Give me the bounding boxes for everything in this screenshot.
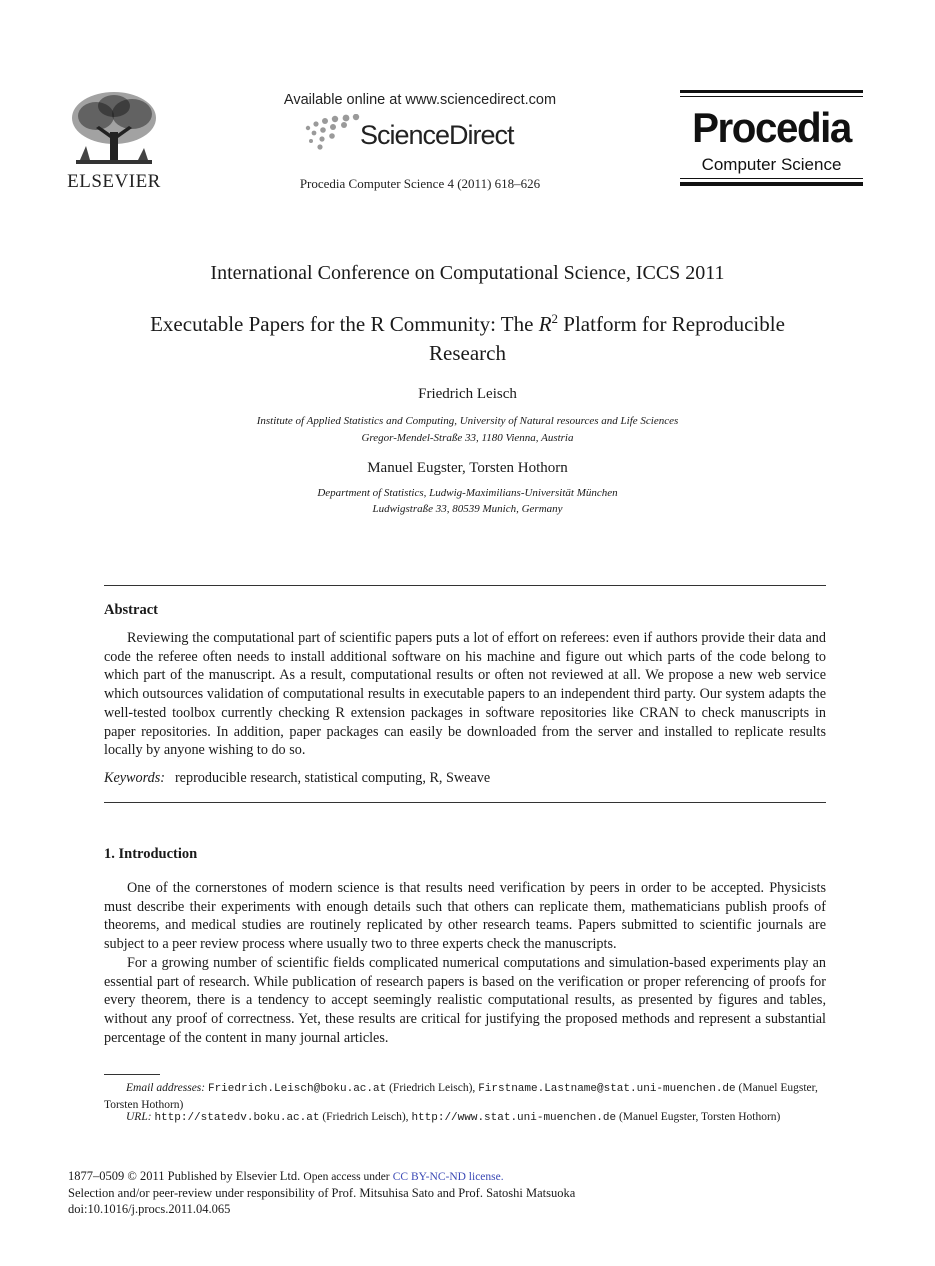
url-link-boku[interactable]: http://statedv.boku.ac.at [154, 1112, 320, 1124]
journal-citation: Procedia Computer Science 4 (2011) 618–626 [299, 176, 541, 191]
url-label: URL: [126, 1111, 152, 1123]
introduction-body [104, 879, 826, 1047]
email-owner-1: (Friedrich Leisch), [386, 1082, 479, 1094]
email-owner-2: (Manuel Eugster, Torsten Hothorn) [104, 1082, 818, 1111]
affiliation-2-line2: Ludwigstraße 33, 80539 Munich, Germany [372, 503, 563, 515]
procedia-rule-top [680, 90, 863, 93]
procedia-wordmark: Procedia [692, 104, 851, 151]
title-line2: Research [429, 341, 506, 365]
url-owner-1: (Friedrich Leisch), [319, 1111, 412, 1123]
keywords-list: reproducible research, statistical computing, R, Sweave [174, 770, 491, 786]
title-r: R [538, 312, 552, 336]
keywords [104, 770, 490, 787]
procedia-rule-bottom [680, 182, 863, 186]
email-link-leisch[interactable]: Friedrich.Leisch@boku.ac.at [207, 1083, 387, 1095]
abstract-rule-top [104, 585, 826, 586]
url-link-lmu[interactable]: http://www.stat.uni-muenchen.de [411, 1112, 617, 1124]
introduction-paragraph-1: One of the cornerstones of modern science is that results need verification by peers in order to be accepted. Physicists must describe their experiments with enough details such that others can replicate them, mathematicians publish proofs of theorems, and medical studies are routinely replicated by other research teams. Papers submitted to scientific journals are subject to a peer review process where usually two to three experts check the manuscripts. [104, 880, 826, 953]
title-part1: Executable Papers for the R Community: The [150, 312, 539, 336]
footer-copyright [68, 1168, 504, 1185]
title-part2: Platform for Reproducible [558, 312, 785, 336]
abstract-rule-bottom [104, 802, 826, 803]
affiliation-1-line2: Gregor-Mendel-Straße 33, 1180 Vienna, Austria [361, 432, 574, 444]
open-access-text: Open access under [303, 1171, 390, 1183]
introduction-paragraph-2: For a growing number of scientific fields complicated numerical computations and simulation-based experiments play an essential part of research. While publication of research papers is based on the verification or proper referencing of proofs for every theorem, there is a tendency to accept seemingly realistic computational results, as presented by figures and tables, without any proof of correctness. Yet, these results are critical for justifying the proposed methods and represent a substantial percentage of the content in many journal articles. [104, 954, 826, 1046]
issn-copyright: 1877–0509 © 2011 Published by Elsevier Ltd. [68, 1169, 301, 1183]
abstract-heading: Abstract [104, 602, 158, 618]
url-owner-2: (Manuel Eugster, Torsten Hothorn) [616, 1111, 781, 1123]
affiliation-1-line1: Institute of Applied Statistics and Computing, University of Natural resources and Life Sciences [256, 415, 679, 427]
available-online-text: Available online at www.sciencedirect.com [283, 92, 557, 108]
procedia-rule-top-thin [680, 96, 863, 97]
paper-title [60, 304, 875, 368]
sciencedirect-wordmark: ScienceDirect [360, 120, 514, 150]
footer-doi[interactable]: doi:10.1016/j.procs.2011.04.065 [68, 1202, 231, 1216]
conference-name: International Conference on Computational Science, ICCS 2011 [210, 262, 725, 284]
author-2: Manuel Eugster, Torsten Hothorn [367, 460, 568, 476]
author-1: Friedrich Leisch [418, 386, 517, 402]
elsevier-wordmark: ELSEVIER [67, 171, 161, 192]
license-link[interactable]: CC BY-NC-ND license. [392, 1171, 504, 1183]
abstract-body [104, 629, 826, 760]
footnote-urls [104, 1109, 826, 1126]
procedia-rule-bottom-thin [680, 178, 863, 179]
procedia-subtitle: Computer Science [701, 155, 842, 174]
footnote-rule [104, 1074, 160, 1075]
footer-peer-review: Selection and/or peer-review under responsibility of Prof. Mitsuhisa Sato and Prof. Satoshi Matsuoka [68, 1186, 576, 1200]
introduction-heading: 1. Introduction [104, 846, 198, 862]
keywords-label: Keywords: [104, 770, 165, 786]
email-link-eugster-hothorn[interactable]: Firstname.Lastname@stat.uni-muenchen.de [478, 1083, 736, 1095]
title-superscript: 2 [551, 311, 559, 326]
affiliation-2-line1: Department of Statistics, Ludwig-Maximilians-Universität München [317, 487, 618, 499]
email-label: Email addresses: [126, 1082, 206, 1094]
sciencedirect-dots-icon [302, 114, 364, 152]
abstract-paragraph: Reviewing the computational part of scientific papers puts a lot of effort on referees: even if authors provide their data and code the referee often needs to install additional software on his machine and figure out which parts of the code belong to which part of the manuscript. As a result, computational results or often not reviewed at all. We propose a new web service which outsources validation of computational results in executable papers to an independent third party. Our system adapts the well-tested toolbox currently checking R extension packages in software repositories like CRAN to check manuscripts in paper repositories. In addition, paper packages can easily be downloaded from the server and installed to replicate results locally by anyone wishing to do so. [104, 630, 826, 759]
